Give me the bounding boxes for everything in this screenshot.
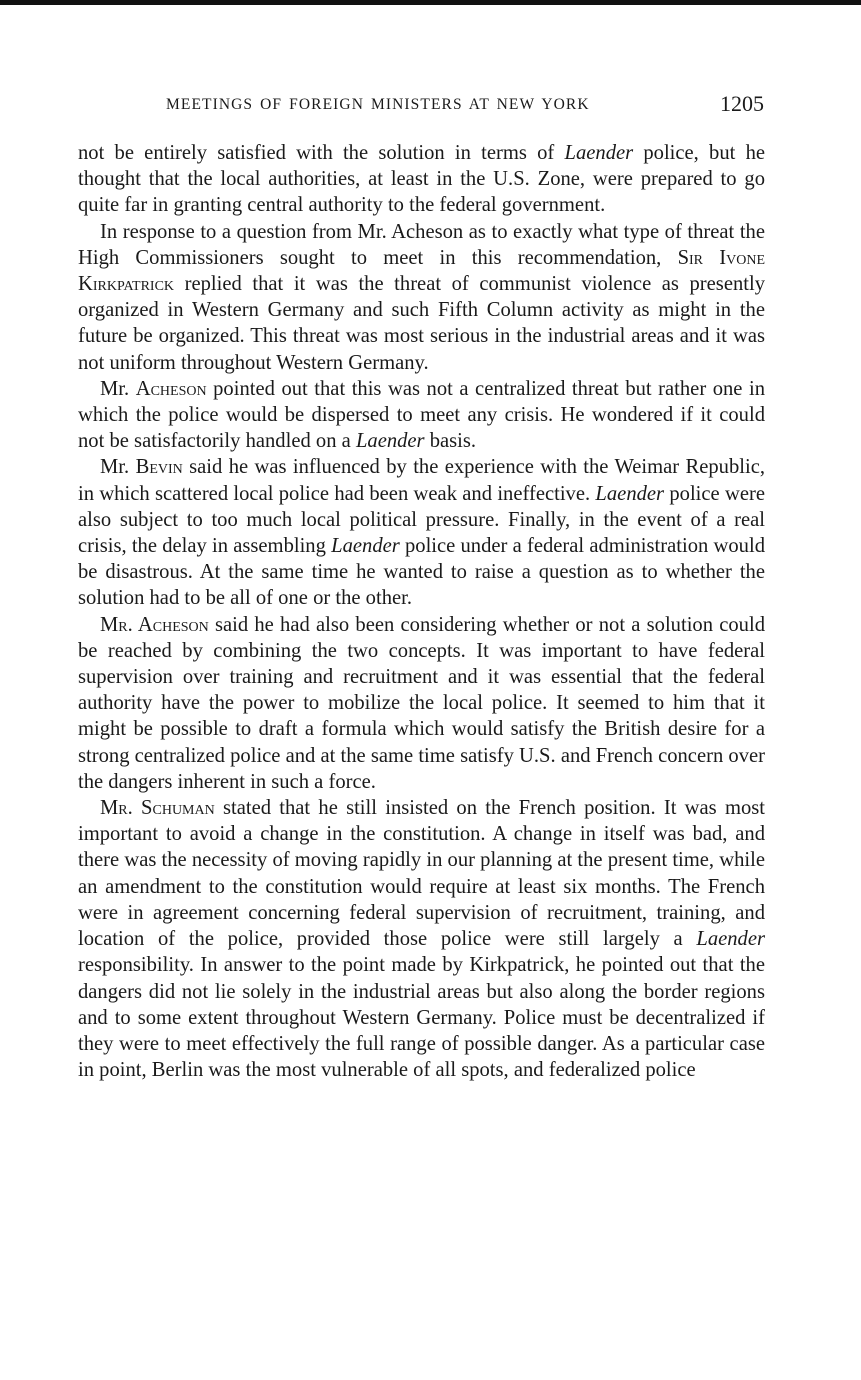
- speaker-name: Mr. Acheson: [100, 613, 209, 636]
- paragraph-1: not be entirely satisfied with the solution in terms of Laender police, but he thought that the local authorities, at least in the U.S. Zone, were prepared to go quite far in granting central authority to the federal government.: [78, 142, 766, 217]
- paragraph-4: Mr. Bevin said he was influenced by the experience with the Weimar Republic, in which scattered local police had been weak and ineffective. Laender police were also subject to too much local political pressure. Finally, in the event of a real crisis, the delay in assembling Laender police under a federal administration would be disastrous. At the same time he wanted to raise a question as to whether the solution had to be all of one or the other.: [78, 456, 765, 610]
- running-head: MEETINGS OF FOREIGN MINISTERS AT NEW YORK: [166, 96, 590, 113]
- page-body: [78, 140, 765, 1083]
- page-header: [78, 92, 766, 120]
- italic-term: Laender: [564, 142, 634, 164]
- paragraph-6: Mr. Schuman stated that he still insisted on the French position. It was most important to avoid a change in the constitution. A change in itself was bad, and there was the necessity of moving rapidly in our planning at the present time, while an amendment to the constitution would require at least six months. The French were in agreement concerning federal supervision of recruitment, training, and location of the police, provided those police were still largely a Laender responsibility. In answer to the point made by Kirkpatrick, he pointed out that the dangers did not lie solely in the industrial areas but also along the border regions and to some extent throughout Western Germany. Police must be decentralized if they were to meet effectively the full range of possible danger. As a particular case in point, Berlin was the most vulnerable of all spots, and federalized police: [78, 797, 765, 1082]
- paragraph-2: In response to a question from Mr. Acheson as to exactly what type of threat the High Commissioners sought to meet in this recommendation, Sir Ivone Kirkpatrick replied that it was the threat of communist violence as presently organized in Western Germany and such Fifth Column activity as might in the future be organized. This threat was most serious in the industrial areas and it was not uniform throughout Western Germany.: [78, 220, 766, 374]
- page-number: 1205: [720, 91, 764, 116]
- paragraph-3: Mr. Acheson pointed out that this was not a centralized threat but rather one in which the police would be dispersed to meet any crisis. He wondered if it could not be satisfactorily handled on a Laender basis.: [78, 377, 765, 453]
- italic-term: Laender: [595, 482, 665, 505]
- top-rule: [0, 0, 861, 5]
- speaker-name: Acheson: [135, 377, 207, 400]
- italic-term: Laender: [696, 928, 765, 951]
- paragraph-5: Mr. Acheson said he had also been considering whether or not a solution could be reached by combining the two concepts. It was important to have federal supervision over training and recruitment and it was essential that the federal authority have the power to mobilize the local police. It seemed to him that it might be possible to draft a formula which would satisfy the British desire for a strong centralized police and at the same time satisfy U.S. and French concern over the dangers inherent in such a force.: [78, 613, 765, 793]
- speaker-name: Sir Ivone Kirkpatrick: [78, 246, 766, 296]
- speaker-name: Mr. Schuman: [100, 797, 215, 820]
- italic-term: Laender: [331, 535, 400, 558]
- speaker-name: Bevin: [135, 456, 183, 479]
- italic-term: Laender: [355, 430, 425, 453]
